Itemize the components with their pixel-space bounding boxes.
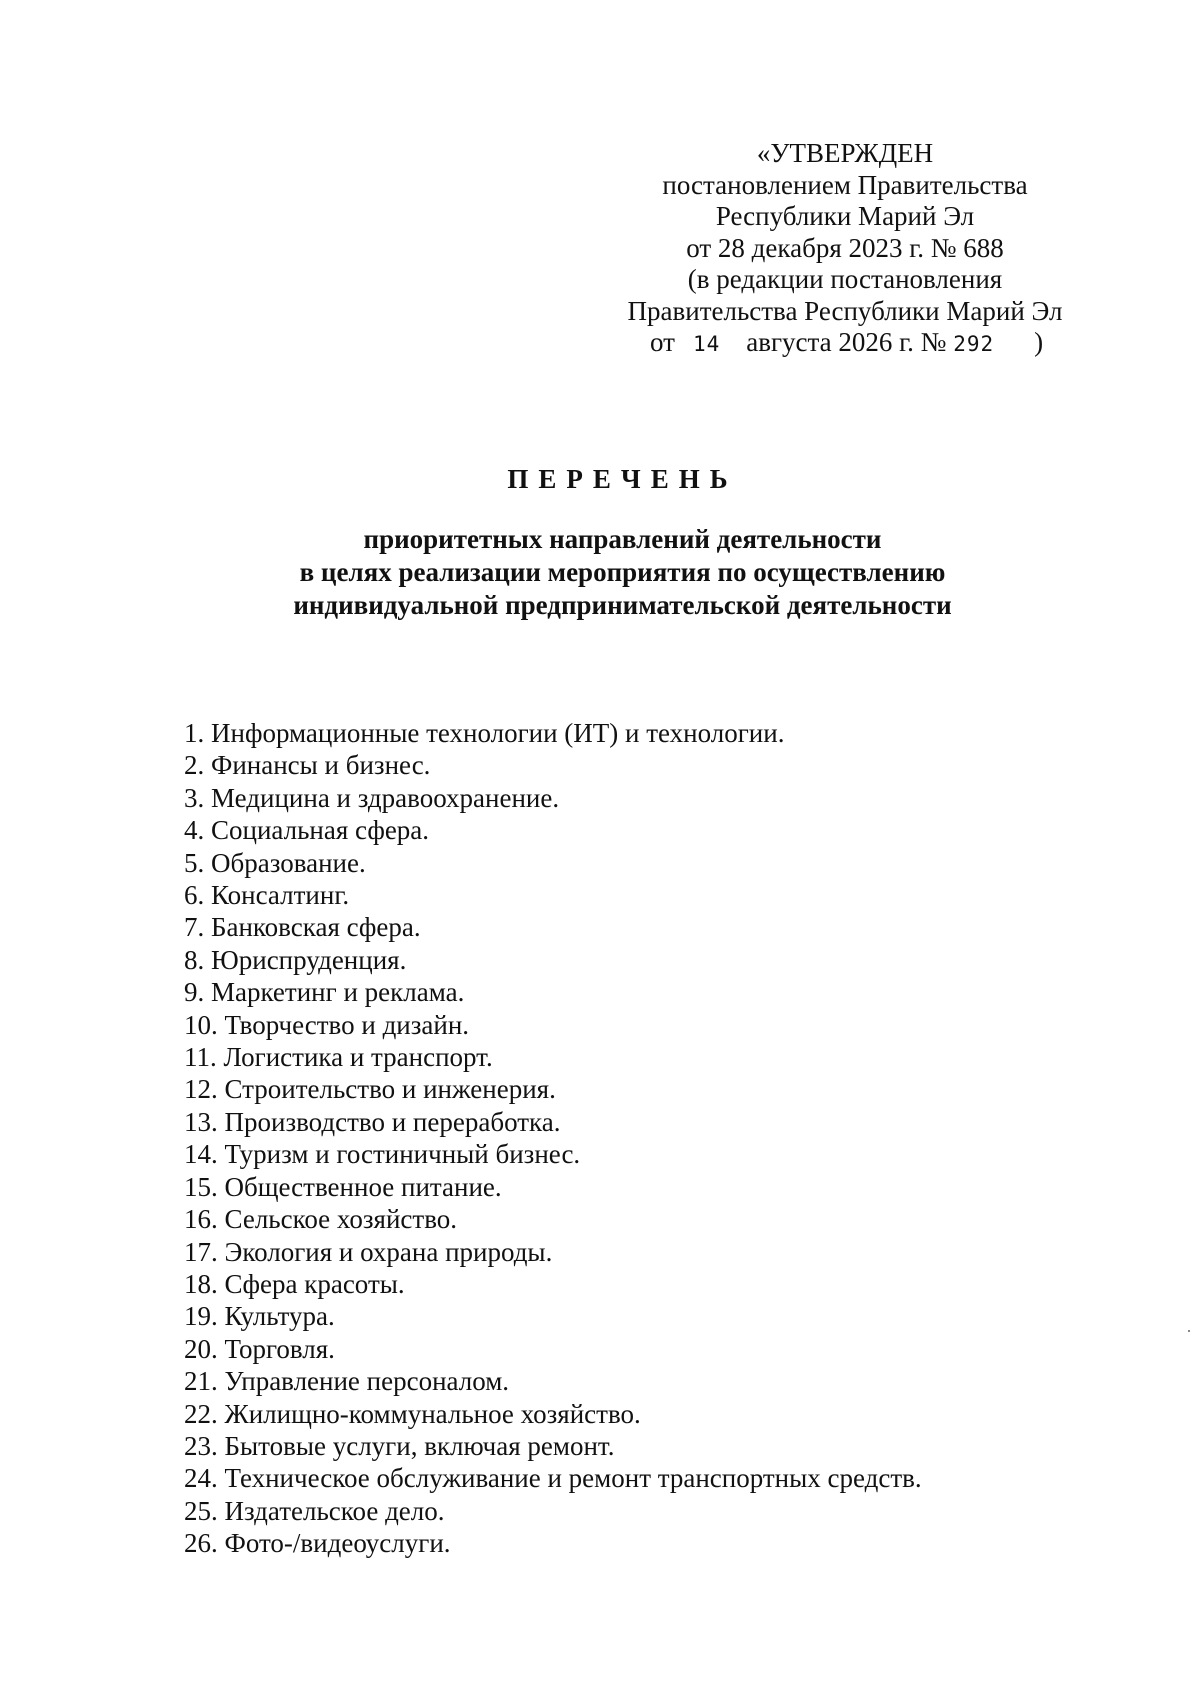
- list-item: 5. Образование.: [184, 847, 366, 878]
- subtitle-line: в целях реализации мероприятия по осуществлению: [299, 557, 946, 587]
- list-item: 20. Торговля.: [184, 1333, 335, 1364]
- list-item: 24. Техническое обслуживание и ремонт транспортных средств.: [184, 1463, 922, 1494]
- list-item: 7. Банковская сфера.: [184, 912, 421, 943]
- list-item: 9. Маркетинг и реклама.: [184, 977, 465, 1008]
- document-title: ПЕРЕЧЕНЬ: [507, 464, 738, 494]
- amendment-month-year: августа 2026 г. №: [746, 327, 947, 357]
- amendment-number: 292: [953, 332, 995, 356]
- list-item: 16. Сельское хозяйство.: [184, 1204, 458, 1235]
- list-item: 22. Жилищно-коммунальное хозяйство.: [184, 1398, 641, 1429]
- list-item: 25. Издательское дело.: [184, 1495, 445, 1526]
- document-subtitle: [0, 523, 1200, 622]
- list-item: 1. Информационные технологии (ИТ) и технологии.: [184, 718, 785, 748]
- approval-line: постановлением Правительства: [662, 169, 1028, 200]
- approval-line: «УТВЕРЖДЕН: [756, 138, 934, 168]
- list-item: 2. Финансы и бизнес.: [184, 750, 431, 781]
- list-item: 18. Сфера красоты.: [184, 1268, 405, 1299]
- list-item: 13. Производство и переработка.: [184, 1106, 561, 1137]
- list-item: 23. Бытовые услуги, включая ремонт.: [184, 1430, 615, 1461]
- list-item: 12. Строительство и инженерия.: [184, 1074, 556, 1105]
- approval-stamp: [610, 138, 1080, 361]
- list-item: 26. Фото-/видеоуслуги.: [184, 1528, 451, 1559]
- list-item: 19. Культура.: [184, 1301, 335, 1332]
- closing-paren: ): [1034, 327, 1044, 357]
- subtitle-line: приоритетных направлений деятельности: [363, 524, 882, 554]
- approval-line: Правительства Республики Марий Эл: [627, 295, 1063, 326]
- approval-line: (в редакции постановления: [687, 264, 1003, 294]
- list-item: 8. Юриспруденция.: [184, 944, 407, 975]
- subtitle-line: индивидуальной предпринимательской деятельности: [293, 590, 952, 620]
- scan-speck: [1188, 1330, 1190, 1332]
- approval-line: Республики Марий Эл: [715, 201, 975, 231]
- list-item: 21. Управление персоналом.: [184, 1366, 510, 1397]
- list-item: 4. Социальная сфера.: [184, 815, 430, 846]
- date-prefix: от: [650, 327, 675, 357]
- list-item: 17. Экология и охрана природы.: [184, 1236, 553, 1267]
- amendment-day: 14: [692, 332, 721, 356]
- list-item: 14. Туризм и гостиничный бизнес.: [184, 1139, 581, 1170]
- activity-list: [184, 717, 922, 1560]
- list-item: 10. Творчество и дизайн.: [184, 1009, 470, 1040]
- list-item: 11. Логистика и транспорт.: [184, 1042, 493, 1073]
- list-item: 15. Общественное питание.: [184, 1171, 502, 1202]
- approval-line: от 28 декабря 2023 г. № 688: [686, 232, 1004, 263]
- list-item: 3. Медицина и здравоохранение.: [184, 782, 560, 813]
- list-item: 6. Консалтинг.: [184, 880, 350, 911]
- amendment-date-line: [610, 327, 1080, 361]
